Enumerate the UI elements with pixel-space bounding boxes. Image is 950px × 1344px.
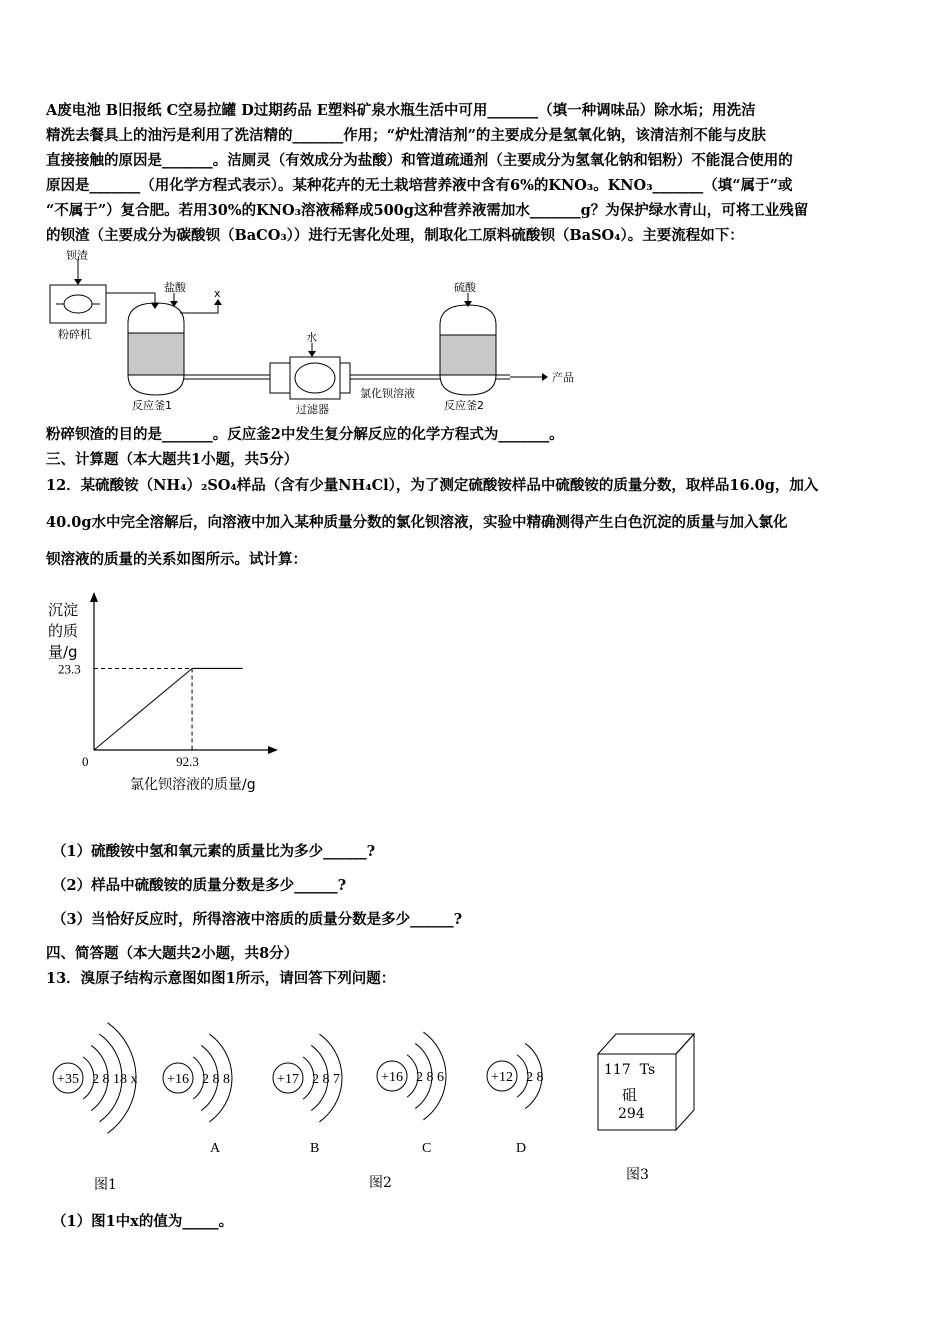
element-box xyxy=(596,1032,696,1132)
reactor1-liquid xyxy=(128,333,184,375)
x-axis-arrow xyxy=(268,746,278,754)
flow-reactor1-label: 反应釜1 xyxy=(132,399,172,412)
flow-solution-label: 氯化钡溶液 xyxy=(360,387,415,400)
atom-option-label: D xyxy=(516,1141,527,1156)
chart-ylabel xyxy=(48,600,78,663)
electron-config: 2 8 xyxy=(526,1070,544,1085)
flow-acid1-label: 盐酸 xyxy=(164,281,186,294)
element-number-symbol xyxy=(604,1062,655,1078)
nucleus-charge: +16 xyxy=(167,1072,189,1087)
subquestion: （2）样品中硫酸铵的质量分数是多少______? xyxy=(52,877,347,894)
figure-label: 图3 xyxy=(626,1167,649,1183)
element-mass: 294 xyxy=(618,1106,645,1122)
flow-filter-label: 过滤器 xyxy=(296,403,329,416)
atom-option-label: A xyxy=(210,1141,221,1156)
atoms-svg xyxy=(0,1000,950,1200)
electron-config: 2 8 8 xyxy=(202,1072,230,1087)
flow-water-label: 水 xyxy=(306,331,317,344)
flow-input-label: 钡渣 xyxy=(66,249,88,262)
rise-line xyxy=(94,668,192,750)
x-tick-label: 92.3 xyxy=(176,754,199,769)
electron-config: 2 8 7 xyxy=(312,1072,340,1087)
ylabel-line: 的质 xyxy=(48,622,79,640)
chart-svg xyxy=(40,588,300,798)
flow-crusher-label: 粉碎机 xyxy=(58,328,91,341)
paragraph-line: 粉碎钡渣的目的是_______。反应釜2中发生复分解反应的化学方程式为_______。 xyxy=(46,426,564,443)
flow-gas-label: x xyxy=(214,287,221,300)
nucleus-charge: +16 xyxy=(381,1070,403,1085)
electron-config: 2 8 18 x xyxy=(92,1072,138,1087)
crusher-wheel xyxy=(64,295,92,313)
atom-option-label: B xyxy=(310,1141,320,1156)
nucleus-charge: +17 xyxy=(277,1072,299,1087)
flow-acid2-label: 硫酸 xyxy=(454,281,476,294)
question-line: 钡溶液的质量的关系如图所示。试计算： xyxy=(46,551,307,568)
flow-product-label: 产品 xyxy=(552,371,574,384)
subquestion: （1）硫酸铵中氢和氧元素的质量比为多少______? xyxy=(52,843,376,860)
paragraph-line: 直接接触的原因是_______。洁厕灵（有效成分为盐酸）和管道疏通剂（主要成分为氢氧化钠和铝粉）不能混合使用的 xyxy=(46,152,793,169)
section-heading: 四、简答题（本大题共2小题，共8分） xyxy=(46,945,299,962)
atom-structure xyxy=(487,1043,544,1156)
nucleus-charge: +35 xyxy=(57,1072,79,1087)
precipitate-chart xyxy=(40,588,300,798)
paragraph-line: “不属于”）复合肥。若用30%的KNO₃溶液稀释成500g这种营养液需加水_______g？为保护绿水青山，可将工业残留 xyxy=(46,202,809,219)
process-flow-diagram xyxy=(40,245,600,420)
chart-xlabel: 氯化钡溶液的质量/g xyxy=(130,777,256,793)
atom-structure xyxy=(163,1034,232,1156)
atom-structure xyxy=(53,1023,138,1134)
flow-reactor2-label: 反应釜2 xyxy=(444,399,484,412)
paragraph-line: 原因是_______（用化学方程式表示）。某种花卉的无土栽培营养液中含有6%的KNO₃。KNO₃_______（填“属于”或 xyxy=(46,177,793,194)
reactor2-liquid xyxy=(440,335,496,375)
element-symbol: Ts xyxy=(639,1062,656,1078)
element-name: 砠 xyxy=(622,1086,638,1104)
atomic-number: 117 xyxy=(604,1062,631,1078)
y-tick-label: 23.3 xyxy=(58,661,81,677)
question-line: 13．溴原子结构示意图如图1所示，请回答下列问题： xyxy=(46,970,396,987)
atom-structure xyxy=(273,1034,342,1156)
element-cube xyxy=(596,1032,696,1132)
y-axis-arrow xyxy=(90,592,98,602)
ylabel-line: 量/g xyxy=(48,643,78,661)
section-heading: 三、计算题（本大题共1小题，共5分） xyxy=(46,451,299,468)
paragraph-line: A废电池 B旧报纸 C空易拉罐 D过期药品 E塑料矿泉水瓶生活中可用_______（填一种调味品）除水垢；用洗洁 xyxy=(46,102,756,119)
atom-diagrams xyxy=(0,1000,950,1200)
nucleus-charge: +12 xyxy=(491,1070,513,1085)
atom-option-label: C xyxy=(422,1141,432,1156)
figure-label: 图1 xyxy=(94,1177,117,1193)
atom-structure xyxy=(377,1032,446,1156)
subquestion: （3）当恰好反应时，所得溶液中溶质的质量分数是多少______? xyxy=(52,911,463,928)
question-line: 12．某硫酸铵（NH₄）₂SO₄样品（含有少量NH₄Cl），为了测定硫酸铵样品中硫酸铵的质量分数，取样品16.0g，加入 xyxy=(46,477,819,494)
origin-label: 0 xyxy=(82,754,89,769)
ylabel-line: 沉淀 xyxy=(48,601,79,619)
question-line: 40.0g水中完全溶解后，向溶液中加入某种质量分数的氯化钡溶液，实验中精确测得产生白色沉淀的质量与加入氯化 xyxy=(46,514,788,531)
figure-label: 图2 xyxy=(369,1175,392,1191)
paragraph-line: 精洗去餐具上的油污是利用了洗洁精的_______作用；“炉灶清洁剂”的主要成分是氢氧化钠，该清洁剂不能与皮肤 xyxy=(46,127,766,144)
flow-svg xyxy=(40,245,600,420)
electron-config: 2 8 6 xyxy=(416,1070,444,1085)
subquestion: （1）图1中x的值为_____。 xyxy=(52,1213,234,1230)
paragraph-line: 的钡渣（主要成分为碳酸钡（BaCO₃））进行无害化处理，制取化工原料硫酸钡（BaSO₄）。主要流程如下： xyxy=(46,227,744,244)
